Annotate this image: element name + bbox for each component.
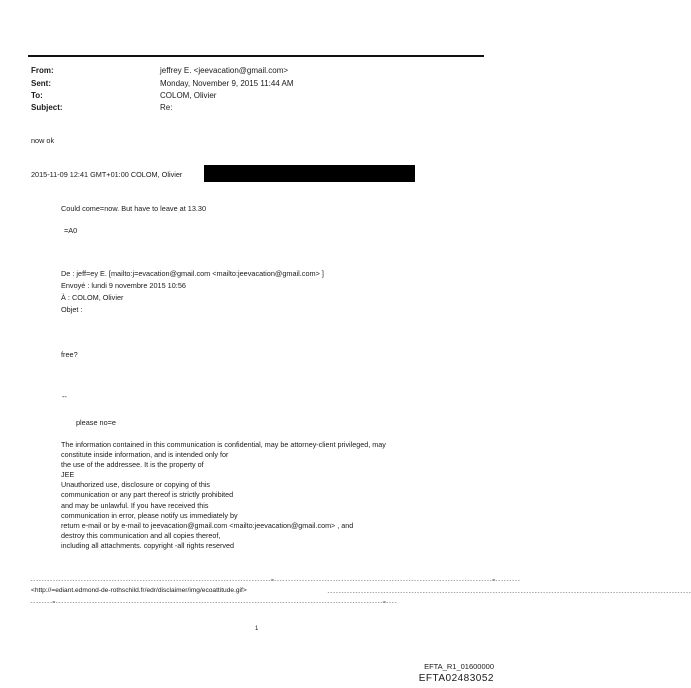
disclaimer-line: constitute inside information, and is intended only for <box>61 450 229 460</box>
redaction-bar <box>204 165 415 182</box>
document-id-primary: EFTA_R1_01600000 <box>424 662 494 671</box>
disclaimer-line: Unauthorized use, disclosure or copying of this <box>61 480 211 490</box>
signature-dash: -- <box>62 392 67 401</box>
to-value: COLOM, Olivier <box>160 91 217 100</box>
a-line: À : COLOM, Olivier <box>61 293 124 302</box>
document-id-secondary: EFTA02483052 <box>418 673 494 684</box>
disclaimer-line: the use of the addressee. It is the property of <box>61 460 204 470</box>
disclaimer-line: JEE <box>61 470 75 480</box>
from-label: From: <box>31 66 54 75</box>
subject-value: Re: <box>160 103 173 112</box>
from-value: jeffrey E. <jeevacation@gmail.com> <box>160 66 289 75</box>
please-note: please no=e <box>76 418 116 427</box>
disclaimer-image-link[interactable]: <http://=ediant.edmond-de-rothschild.fr/edr/disclaimer/img/ecoattitude.gif> <box>31 587 247 594</box>
de-line: De : jeff=ey E. [mailto:j=evacation@gmail.com <mailto:jeevacation@gmail.com> ] <box>61 269 324 278</box>
disclaimer-line: and may be unlawful. If you have received this <box>61 500 209 510</box>
page-number: 1 <box>255 626 259 632</box>
header-rule <box>28 55 484 57</box>
sent-label: Sent: <box>31 79 51 88</box>
objet-line: Objet : <box>61 305 83 314</box>
separator-line-2: --------=---------------------------------------------------------------------------------------------------------------------=---- <box>30 600 397 606</box>
quote-header: 2015-11-09 12:41 GMT+01:00 COLOM, Olivier <box>31 170 183 179</box>
envoye-line: Envoyé : lundi 9 novembre 2015 10:56 <box>61 281 186 290</box>
quoted-line-2: =A0 <box>64 226 78 235</box>
disclaimer-line: communication or any part thereof is strictly prohibited <box>61 490 234 500</box>
disclaimer-line: The information contained in this communication is confidential, may be attorney-client privileged, may <box>61 440 386 449</box>
disclaimer-line: destroy this communication and all copies thereof, <box>61 530 221 540</box>
disclaimer-block <box>61 440 386 551</box>
to-label: To: <box>31 91 43 100</box>
reply-text: now ok <box>31 136 55 145</box>
disclaimer-line: including all attachments. copyright -all rights reserved <box>61 540 234 550</box>
separator-line-1: --------------------------------------------------------------------------------------=------------------------------------------------------------------------------=--------- <box>30 578 521 584</box>
disclaimer-line: communication in error, please notify us immediately by <box>61 510 238 520</box>
quoted-line-1: Could come=now. But have to leave at 13.30 <box>61 204 207 213</box>
subject-label: Subject: <box>31 103 63 112</box>
free-text: free? <box>61 350 78 359</box>
separator-line-link: ---------------------------------------------------------------------------------------------------------------------------------- <box>327 590 691 596</box>
disclaimer-line: return e-mail or by e-mail to jeevacation@gmail.com <mailto:jeevacation@gmail.com> , and <box>61 520 354 530</box>
sent-value: Monday, November 9, 2015 11:44 AM <box>160 79 294 88</box>
